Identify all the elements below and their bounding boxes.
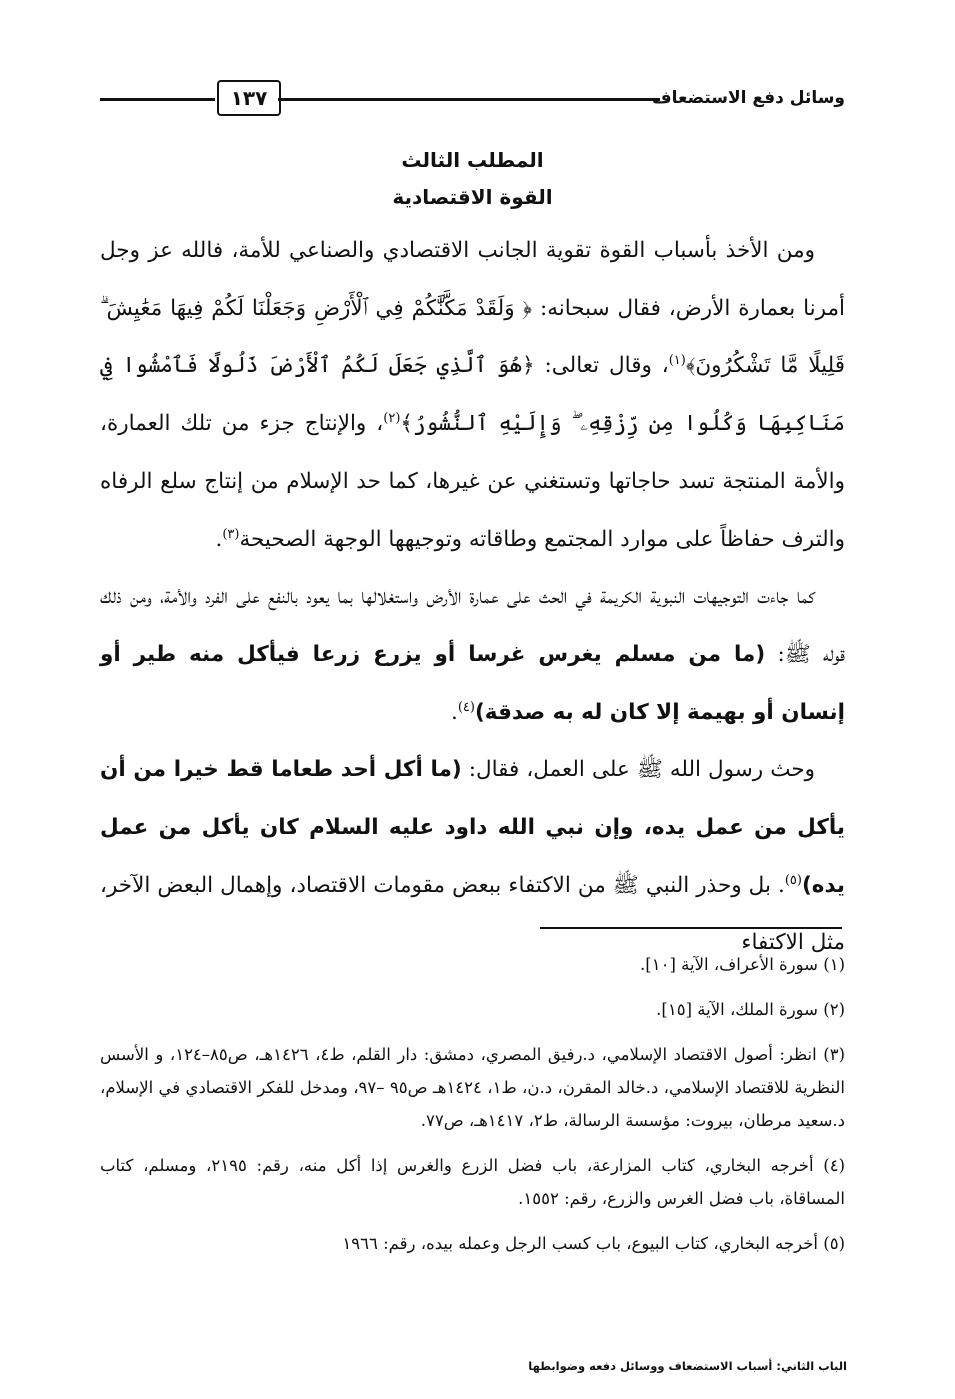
hadith-quote: (ما أكل أحد طعاما قط خيرا من أن يأكل من عمل يده، وإن نبي الله داود عليه السلام كان يأكل من عمل يده)	[100, 757, 845, 898]
running-title: وسائل دفع الاستضعاف	[651, 88, 845, 108]
footnote-2: (٢) سورة الملك، الآية [١٥].	[656, 1000, 845, 1019]
paragraph-3	[100, 741, 845, 972]
paragraph-text: .	[450, 699, 458, 725]
footnote-ref-2: (٢)	[383, 410, 401, 426]
page-number: ١٣٧	[217, 80, 281, 116]
paragraph-text: ، وقال تعالى:	[534, 353, 669, 379]
footnote-4: (٤) أخرجه البخاري، كتاب المزارعة، باب فضل الزرع والغرس إذا أكل منه، رقم: ٢١٩٥، ومسلم، كتاب المساقاة، باب فضل الغرس والزرع، رقم: ١٥٥٢.	[100, 1156, 845, 1208]
paragraph-text: . بل وحذر النبي ﷺ من الاكتفاء ببعض مقومات الاقتصاد، وإهمال البعض الآخر، مثل الاكتفاء	[100, 872, 845, 956]
paragraph-text: كما جاءت التوجيهات النبوية الكريمة في الحث على عمارة الأرض واستغلالها بما يعود بالنفع على الفرد والأمة، ومن ذلك قوله ﷺ:	[100, 584, 845, 667]
paragraph-2	[100, 568, 845, 741]
footnote-1: (١) سورة الأعراف، الآية [١٠].	[640, 955, 845, 974]
footnote-ref-4: (٤)	[457, 699, 475, 715]
footnote-ref-5: (٥)	[784, 872, 802, 888]
header-rule-right	[278, 98, 660, 101]
paragraph-text: ومن الأخذ بأسباب القوة تقوية الجانب الاقتصادي والصناعي للأمة، فالله عز وجل أمرنا بعمارة الأرض، فقال سبحانه:	[100, 238, 845, 321]
paragraph-text: ، والإنتاج جزء من تلك العمارة، والأمة المنتجة تسد حاجاتها وتستغني عن غيرها، كما حد الإسلام من إنتاج سلع الرفاه والترف حفاظاً على موارد المجتمع وطاقاته وتوجيهها الوجهة الصحيحة	[100, 411, 845, 552]
section-heading: المطلب الثالث	[401, 148, 544, 172]
paragraph-text: وحث رسول الله ﷺ على العمل، فقال:	[461, 757, 816, 783]
footnote-5: (٥) أخرجه البخاري، كتاب البيوع، باب كسب الرجل وعمله بيده، رقم: ١٩٦٦	[342, 1234, 845, 1253]
hadith-quote: (ما من مسلم يغرس غرسا أو يزرع زرعا فيأكل منه طير أو إنسان أو بهيمة إلا كان له به صدقة)	[100, 641, 845, 725]
quran-verse: ﴿ وَلَقَدْ مَكَّنَّٰكُمْ فِي ٱلْأَرْضِ وَجَعَلْنَا لَكُمْ فِيهَا مَعَٰيِشَ ۗ قَلِيلًا مَّا تَشْكُرُونَ﴾	[100, 295, 846, 379]
section-subheading: القوة الاقتصادية	[392, 185, 553, 209]
paragraph-1	[100, 222, 845, 568]
page-header	[100, 78, 845, 124]
body-text	[100, 222, 845, 972]
header-rule-left	[100, 98, 215, 101]
paragraph-text: .	[215, 526, 223, 552]
footnote-ref-1: (١)	[668, 353, 686, 369]
footnotes	[100, 948, 845, 1260]
page-footer: الباب الثاني: أسباب الاستضعاف ووسائل دفعه وضوابطها	[528, 1359, 847, 1373]
footnote-ref-3: (٣)	[222, 526, 240, 542]
quran-verse: ﴿هُوَ ٱلَّذِي جَعَلَ لَكُمُ ٱلْأَرْضَ ذَلُولًا فَٱمْشُوا فِي مَنَاكِبِهَا وَكُلُوا مِن رِّزْقِهِۦ ۖ وَإِلَيْهِ ٱلنُّشُورُ﴾	[100, 353, 845, 437]
footnote-3: (٣) انظر: أصول الاقتصاد الإسلامي، د.رفيق المصري، دمشق: دار القلم، ط٤، ١٤٢٦هـ، ص٨٥–١٢٤، و الأسس النظرية للاقتصاد الإسلامي، د.خالد المقرن، د.ن، ط١، ١٤٢٤هـ ص٩٥ –٩٧، ومدخل للفكر الاقتصادي في الإسلام، د.سعيد مرطان، بيروت: مؤسسة الرسالة، ط٢، ١٤١٧هـ، ص٧٧.	[100, 1045, 845, 1130]
footnote-separator	[540, 927, 842, 929]
